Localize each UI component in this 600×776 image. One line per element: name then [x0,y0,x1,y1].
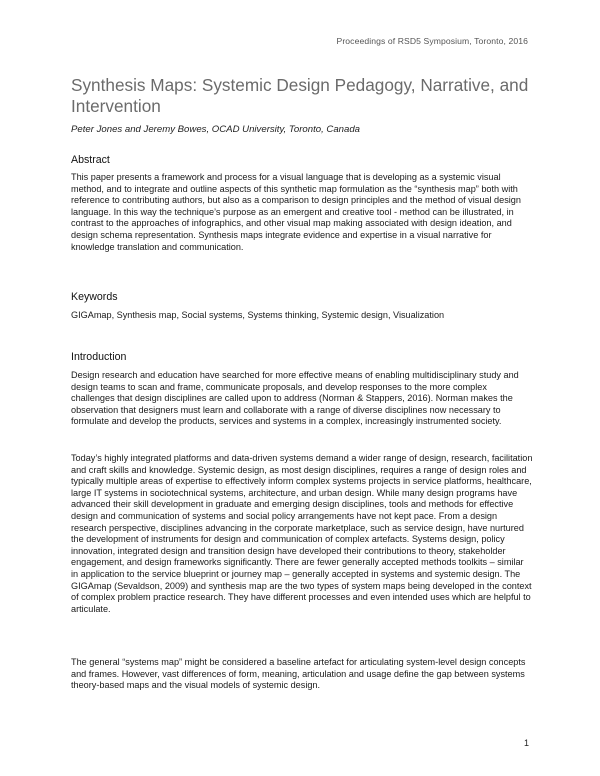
keywords-text: GIGAmap, Synthesis map, Social systems, Systems thinking, Systemic design, Visualization [71,310,445,320]
intro-paragraph-1: Design research and education have searched for more effective means of enabling multidisciplinary study and design teams to scan and frame, communicate proposals, and develop responses to the more complex challenges that design disciplines are called upon to address (Norman & Stappers, 2016). Norman makes the observation that designers must learn and collaborate with a range of diverse disciplines now necessary to formulate and develop the products, services and systems in a complex, increasingly instrumented society. [71,370,519,427]
intro-paragraph-2: Today’s highly integrated platforms and data-driven systems demand a wider range of design, research, facilitation and craft skills and knowledge. Systemic design, as most design disciplines, requires a range of design roles and typically multiple areas of expertise to effectively inform complex systems projects in service platforms, healthcare, large IT systems in sociotechnical systems, architecture, and urban design. While many design programs have advanced their skill development in graduate and emerging design disciplines, tools and methods for effective design and communication of systems and social policy arrangements have not kept pace. From a design research perspective, disciplines advancing in the corporate marketplace, such as service design, have nurtured the development of instruments for design and communication of complex artefacts. Systems design, policy innovation, integrated design and transition design have developed their contributions to theory, stakeholder engagement, and design frameworks significantly. There are fewer generally accepted methods toolkits – similar in application to the service blueprint or journey map – generally accepted in systems and systemic design. The GIGAmap (Sevaldson, 2009) and synthesis map are the two types of system maps being developed in the context of complex problem practice research. They have different processes and even intended uses which are helpful to articulate. [71,453,533,614]
abstract-heading: Abstract [71,154,110,166]
page-number: 1 [523,738,529,748]
introduction-heading: Introduction [71,351,127,363]
proceedings-header: Proceedings of RSD5 Symposium, Toronto, 2016 [336,36,528,46]
abstract-text: This paper presents a framework and process for a visual language that is developing as a systemic visual method, and to integrate and outline aspects of this synthetic map formulation as the “synthesis map” both with reference to contributing authors, but also as a comparison to design principles and the method of visual design language. In this way the technique’s purpose as an emergent and creative tool - method can be illustrated, in contrast to the approaches of infographics, and other visual map making associated with design ideation, and design schema representation. Synthesis maps integrate evidence and expertise in a visual narrative for knowledge translation and communication. [71,172,521,252]
paper-title: Synthesis Maps: Systemic Design Pedagogy, Narrative, and Intervention [71,75,529,116]
keywords-heading: Keywords [71,291,118,303]
paper-authors: Peter Jones and Jeremy Bowes, OCAD University, Toronto, Canada [71,124,361,135]
intro-paragraph-3: The general “systems map” might be considered a baseline artefact for articulating system-level design concepts and frames. However, vast differences of form, meaning, articulation and usage define the gap between systems theory-based maps and the visual models of systemic design. [71,657,526,691]
